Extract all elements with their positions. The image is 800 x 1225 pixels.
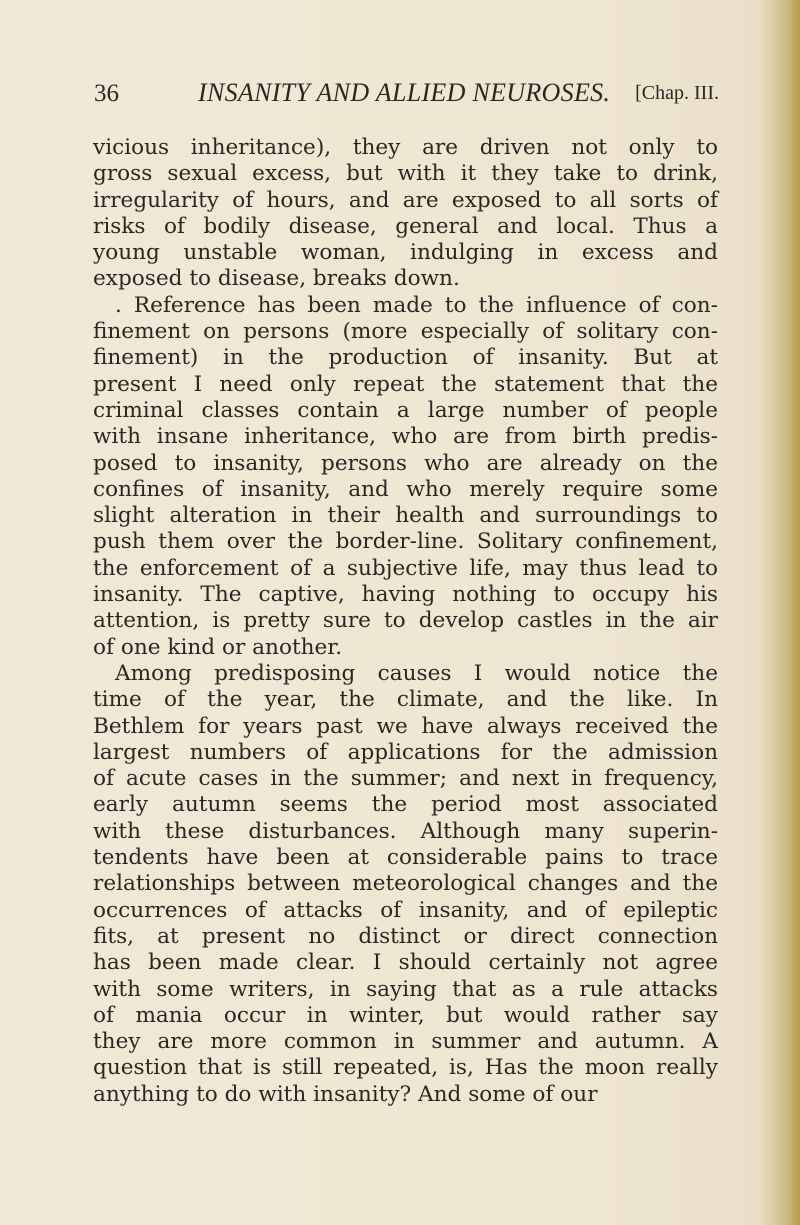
text-line: with these disturbances. Although many superin- xyxy=(93,818,718,844)
text-line: young unstable woman, indulging in excess and xyxy=(93,240,718,266)
text-line: relationships between meteorological changes and the xyxy=(93,871,718,897)
text-line: anything to do with insanity? And some of our xyxy=(93,1081,598,1107)
text-line: with insane inheritance, who are from birth predis- xyxy=(93,424,718,450)
running-header xyxy=(94,76,719,116)
text-line: gross sexual excess, but with it they take to drink, xyxy=(93,161,718,187)
page-number: 36 xyxy=(94,80,119,107)
text-line: confines of insanity, and who merely require some xyxy=(93,476,718,502)
text-line: fits, at present no distinct or direct connection xyxy=(93,923,718,949)
chapter-reference: [Chap. III. xyxy=(635,82,719,104)
text-line: of one kind or another. xyxy=(93,634,343,660)
page-edge-shadow xyxy=(758,0,800,1225)
text-line: push them over the border-line. Solitary confinement, xyxy=(93,529,718,555)
text-line: posed to insanity, persons who are already on the xyxy=(93,450,718,476)
text-line: . Reference has been made to the influence of con- xyxy=(115,292,718,318)
text-line: they are more common in summer and autumn. A xyxy=(93,1029,718,1055)
text-line: Bethlem for years past we have always received the xyxy=(93,713,718,739)
text-line: occurrences of attacks of insanity, and of epileptic xyxy=(93,897,718,923)
text-line: of acute cases in the summer; and next in frequency, xyxy=(93,766,718,792)
text-line: exposed to disease, breaks down. xyxy=(93,266,460,292)
body-text xyxy=(93,135,718,1108)
text-line: time of the year, the climate, and the like. In xyxy=(93,687,718,713)
text-line: Among predisposing causes I would notice the xyxy=(115,660,718,686)
text-line: criminal classes contain a large number of people xyxy=(93,397,718,423)
text-line: finement) in the production of insanity. But at xyxy=(93,345,718,371)
text-line: the enforcement of a subjective life, may thus lead to xyxy=(93,555,718,581)
text-line: risks of bodily disease, general and local. Thus a xyxy=(93,213,718,239)
text-line: with some writers, in saying that as a rule attacks xyxy=(93,976,718,1002)
text-line: has been made clear. I should certainly not agree xyxy=(93,950,718,976)
text-line: insanity. The captive, having nothing to occupy his xyxy=(93,582,718,608)
text-line: early autumn seems the period most associated xyxy=(93,792,718,818)
text-line: vicious inheritance), they are driven not only to xyxy=(93,135,718,160)
text-line: attention, is pretty sure to develop castles in the air xyxy=(93,608,718,634)
text-line: present I need only repeat the statement that the xyxy=(93,371,718,397)
running-title: INSANITY AND ALLIED NEUROSES. xyxy=(198,78,611,107)
text-line: largest numbers of applications for the admission xyxy=(93,739,718,765)
text-line: slight alteration in their health and surroundings to xyxy=(93,503,718,529)
text-line: finement on persons (more especially of solitary con- xyxy=(93,319,718,345)
text-line: tendents have been at considerable pains to trace xyxy=(93,845,718,871)
text-line: question that is still repeated, is, Has the moon really xyxy=(93,1055,718,1081)
text-line: of mania occur in winter, but would rather say xyxy=(93,1002,718,1028)
text-line: irregularity of hours, and are exposed to all sorts of xyxy=(93,187,718,213)
